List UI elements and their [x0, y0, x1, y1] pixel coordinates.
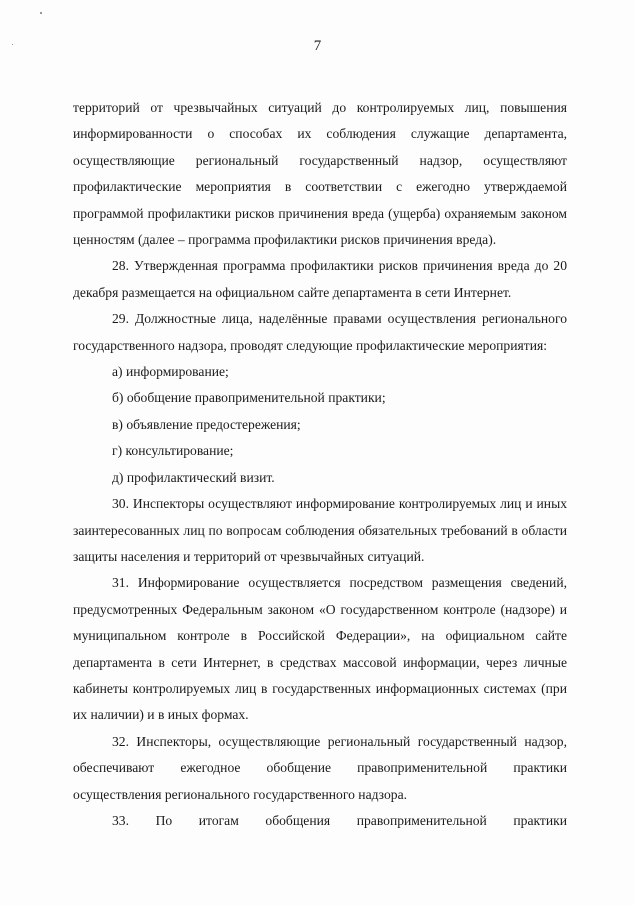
document-body — [73, 95, 567, 834]
page-number: 7 — [313, 38, 322, 54]
paragraph-32: 32. Инспекторы, осуществляющие региональный государственный надзор, обеспечивают ежегодное обобщение правоприменительной практики осуществления регионального государственного надзора. — [73, 733, 567, 802]
list-item-g: г) консультирование; — [112, 443, 234, 459]
list-item-b: б) обобщение правоприменительной практики; — [112, 390, 386, 406]
list-item-d: д) профилактический визит. — [112, 469, 275, 485]
list-item-v: в) объявление предостережения; — [112, 416, 301, 432]
paragraph-29: 29. Должностные лица, наделённые правами осуществления регионального государственного надзора, проводят следующие профилактические мероприятия: — [73, 311, 567, 353]
paragraph-continuation: территорий от чрезвычайных ситуаций до контролируемых лиц, повышения информированности о способах их соблюдения служащие департамента, осуществляющие региональный государственный надзор, осуществляют профилактические мероприятия в соответствии с ежегодно утверждаемой программой профилактики рисков причинения вреда (ущерба) охраняемым законом ценностям (далее – программа профилактики рисков причинения вреда). — [73, 100, 567, 248]
paragraph-31: 31. Информирование осуществляется посредством размещения сведений, предусмотренных Федеральным законом «О государственном контроле (надзоре) и муниципальном контроле в Российской Федерации», на официальном сайте департамента в сети Интернет, в средствах массовой информации, через личные кабинеты контролируемых лиц в государственных информационных системах (при их наличии) и в иных формах. — [73, 575, 567, 723]
paragraph-28: 28. Утвержденная программа профилактики рисков причинения вреда до 20 декабря размещается на официальном сайте департамента в сети Интернет. — [73, 258, 567, 300]
scan-speck — [40, 12, 42, 14]
paragraph-33: 33. По итогам обобщения правоприменительной практики — [112, 812, 567, 828]
paragraph-30: 30. Инспекторы осуществляют информирование контролируемых лиц и иных заинтересованных лиц по вопросам соблюдения обязательных требований в области защиты населения и территорий от чрезвычайных ситуаций. — [73, 496, 567, 564]
list-item-a: а) информирование; — [112, 364, 229, 380]
